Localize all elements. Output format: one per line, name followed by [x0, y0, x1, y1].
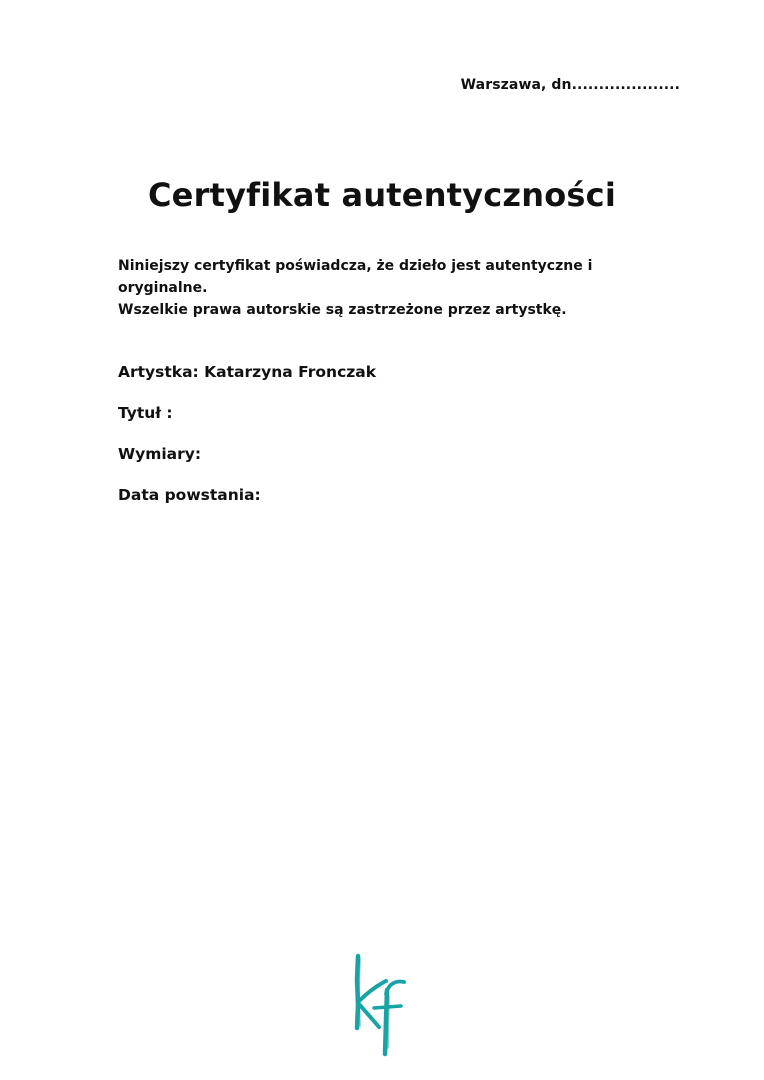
intro-paragraph: [118, 255, 678, 321]
artwork-fields: [118, 361, 658, 525]
intro-line-1: Niniejszy certyfikat poświadcza, że dzieło jest autentyczne i oryginalne.: [118, 258, 593, 296]
monogram-strokes: [357, 956, 404, 1054]
intro-line-2: Wszelkie prawa autorskie są zastrzeżone przez artystkę.: [118, 302, 567, 318]
dimensions-field: Wymiary:: [118, 445, 202, 463]
creation-date-field: Data powstania:: [118, 486, 261, 504]
artist-field: Artystka: Katarzyna Fronczak: [118, 363, 377, 381]
kf-monogram-icon: [346, 950, 416, 1060]
document-title: Certyfikat autentyczności: [148, 176, 616, 214]
place-date-line: Warszawa, dn....................: [460, 77, 680, 93]
title-field: Tytuł :: [118, 404, 173, 422]
